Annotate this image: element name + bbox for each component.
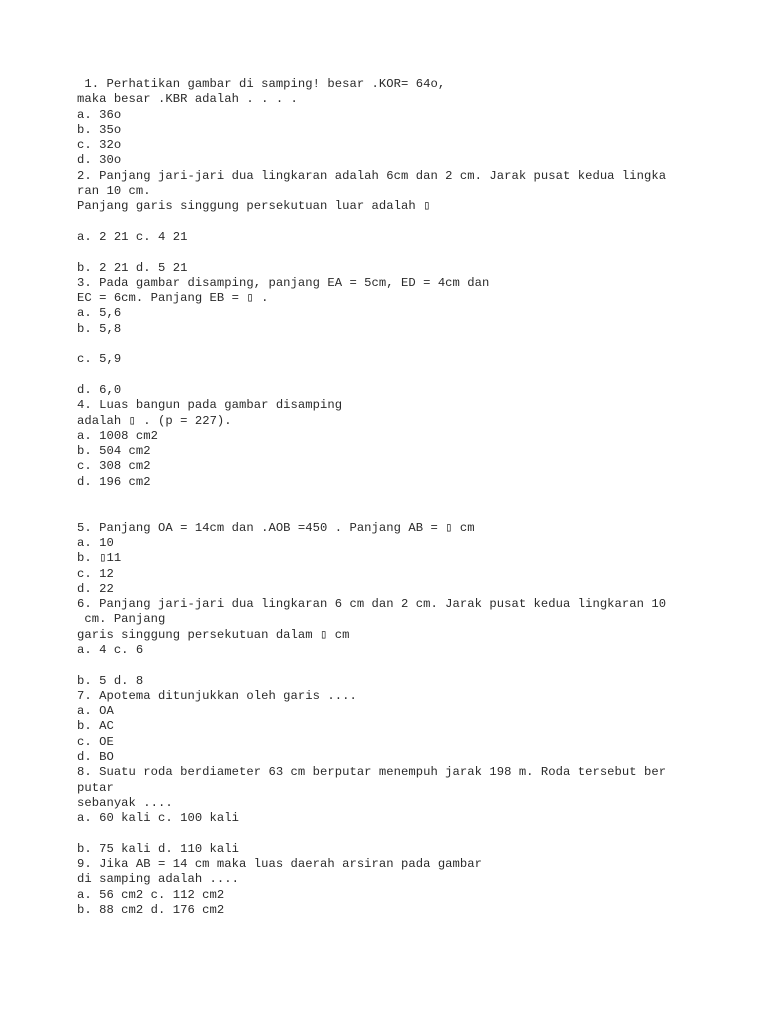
text-line: 3. Pada gambar disamping, panjang EA = 5cm, ED = 4cm dan — [77, 275, 490, 290]
text-line: cm. Panjang — [77, 612, 166, 627]
text-line: 1. Perhatikan gambar di samping! besar .KOR= 64o, — [77, 77, 446, 91]
text-line: 2. Panjang jari-jari dua lingkaran adalah 6cm dan 2 cm. Jarak pusat kedua lingka — [77, 168, 667, 183]
text-line: d. 30o — [77, 153, 122, 168]
text-line: 6. Panjang jari-jari dua lingkaran 6 cm dan 2 cm. Jarak pusat kedua lingkaran 10 — [77, 597, 667, 612]
text-line: garis singgung persekutuan dalam ▯ cm — [77, 627, 350, 642]
text-line: a. 1008 cm2 — [77, 428, 159, 443]
text-line: c. 32o — [77, 138, 122, 153]
text-line: di samping adalah .... — [77, 872, 240, 887]
text-line: b. 5 d. 8 — [77, 673, 144, 688]
text-line: d. 6,0 — [77, 382, 122, 397]
text-line — [77, 658, 737, 673]
text-line: 8. Suatu roda berdiameter 63 cm berputar menempuh jarak 198 m. Roda tersebut ber — [77, 765, 667, 780]
text-line: d. 22 — [77, 581, 114, 596]
text-line: 9. Jika AB = 14 cm maka luas daerah arsiran pada gambar — [77, 857, 483, 872]
text-line: b. 75 kali d. 110 kali — [77, 841, 240, 856]
text-line: 5. Panjang OA = 14cm dan .AOB =450 . Panjang AB = ▯ cm — [77, 520, 475, 535]
text-line: d. BO — [77, 750, 114, 765]
text-line: b. 5,8 — [77, 321, 122, 336]
text-line — [77, 368, 737, 383]
text-line: b. AC — [77, 719, 114, 734]
text-line — [77, 245, 737, 260]
text-line: a. 56 cm2 c. 112 cm2 — [77, 887, 225, 902]
text-line — [77, 827, 737, 842]
text-line: ran 10 cm. — [77, 184, 151, 199]
text-line: EC = 6cm. Panjang EB = ▯ . — [77, 291, 269, 306]
text-line: sebanyak .... — [77, 795, 173, 810]
text-line: Panjang garis singgung persekutuan luar adalah ▯ — [77, 199, 431, 214]
text-line: a. 10 — [77, 535, 114, 550]
text-line: maka besar .KBR adalah . . . . — [77, 92, 298, 107]
text-line: 4. Luas bangun pada gambar disamping — [77, 398, 343, 413]
text-line: d. 196 cm2 — [77, 474, 151, 489]
text-line: c. 308 cm2 — [77, 459, 151, 474]
text-line: a. 2 21 c. 4 21 — [77, 229, 188, 244]
text-line: a. 4 c. 6 — [77, 642, 144, 657]
text-line: a. 60 kali c. 100 kali — [77, 811, 240, 826]
text-line: c. OE — [77, 734, 114, 749]
text-line: b. 504 cm2 — [77, 444, 151, 459]
text-line: a. OA — [77, 704, 114, 719]
text-line — [77, 490, 737, 505]
text-line: c. 12 — [77, 566, 114, 581]
text-line: b. 35o — [77, 122, 122, 137]
text-line: 7. Apotema ditunjukkan oleh garis .... — [77, 688, 357, 703]
text-line: b. ▯11 — [77, 551, 122, 566]
text-line: b. 88 cm2 d. 176 cm2 — [77, 903, 225, 918]
text-line: adalah ▯ . (p = 227). — [77, 413, 232, 428]
text-line: putar — [77, 780, 114, 795]
text-line: a. 36o — [77, 107, 122, 122]
text-line — [77, 337, 737, 352]
text-line: b. 2 21 d. 5 21 — [77, 260, 188, 275]
text-line: a. 5,6 — [77, 306, 122, 321]
text-line — [77, 215, 737, 230]
text-line — [77, 505, 737, 520]
text-line: c. 5,9 — [77, 352, 122, 367]
question-text-block — [77, 77, 737, 918]
